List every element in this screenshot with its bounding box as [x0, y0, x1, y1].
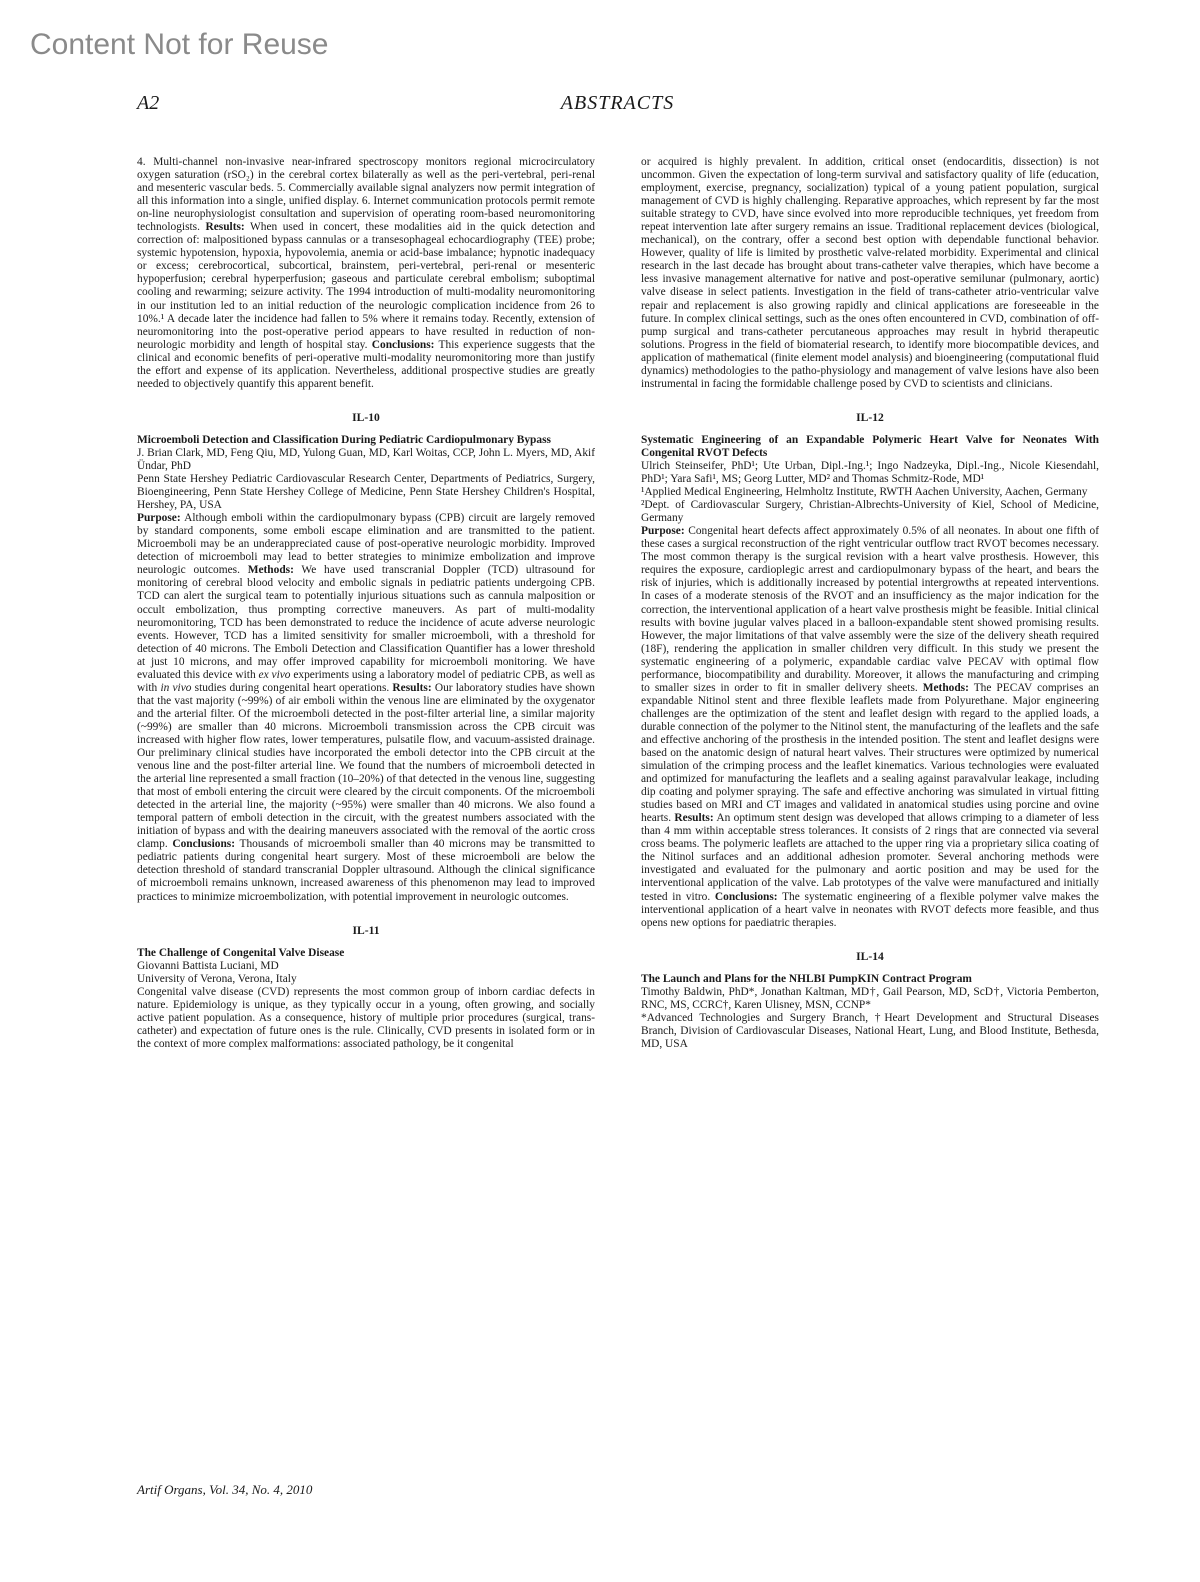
watermark: Content Not for Reuse	[30, 28, 329, 61]
abstract-il14	[641, 950, 1099, 1051]
left-column	[137, 156, 595, 1476]
abstract-il12	[641, 411, 1099, 930]
abstract-title: The Launch and Plans for the NHLBI PumpKIN Contract Program	[641, 972, 972, 985]
abstract-title: Microemboli Detection and Classification During Pediatric Cardiopulmonary Bypass	[137, 433, 551, 446]
continuation-paragraph: or acquired is highly prevalent. In addition, critical onset (endocarditis, dissection) is not uncommon. Given the expectation of long-term survival and satisfactory quality of life (education, employment, exercise, pregnancy, socialization) typical of a young patient population, surgical management of CVD is highly challenging. Reparative approaches, which represent by far the most suitable strategy to CVD, have since evolved into more reproducible techniques, yet freedom from repeat intervention late after surgery remains an issue. Traditional replacement devices (biological, mechanical), on the contrary, offer a second best option with dependable functional behavior. However, quality of life is limited by prosthetic valve-related morbidity. Experimental and clinical research in the last decade has brought about trans-catheter valve therapies, which have become a less invasive management alternative for native and post-operative semilunar (pulmonary, aortic) valve disease in select patients. Investigation in the field of trans-catheter atrio-ventricular valve repair and replacement is also growing rapidly and clinical applications are foreseeable in the future. In complex clinical settings, such as the ones often encountered in CVD, combination of off-pump surgical and trans-catheter percutaneous approaches may result in hybrid therapeutic solutions. Progress in the field of biomaterial research, to identify more biocompatible devices, and application of mathematical (finite element model analysis) and bioengineering (computational fluid dynamics) methodologies to the patho-physiology and management of valve lesions have also been instrumental in facing the formidable challenge posed by CVD to scientists and clinicians.	[641, 156, 1099, 390]
page-number: A2	[137, 92, 160, 114]
abstract-authors: Ulrich Steinseifer, PhD¹; Ute Urban, Dipl.-Ing.¹; Ingo Nadzeyka, Dipl.-Ing., Nicole Kiesendahl, PhD¹; Yara Safi¹, MS; Georg Lutter, MD² and Thomas Schmitz-Rode, MD¹	[641, 459, 1099, 486]
abstract-il11	[137, 924, 595, 1051]
abstract-affiliation: ²Dept. of Cardiovascular Surgery, Christian-Albrechts-University of Kiel, School of Medicine, Germany	[641, 499, 1099, 525]
abstract-affiliation: *Advanced Technologies and Surgery Branch, †Heart Development and Structural Diseases Branch, Division of Cardiovascular Diseases, National Heart, Lung, and Blood Institute, Bethesda, MD, USA	[641, 1011, 1099, 1050]
section-heading: IL-11	[352, 923, 380, 937]
abstract-authors: Timothy Baldwin, PhD*, Jonathan Kaltman, MD†, Gail Pearson, MD, ScD†, Victoria Pemberton, RNC, MS, CCRC†, Karen Ulisney, MSN, CCNP*	[641, 985, 1099, 1011]
section-heading: IL-10	[352, 410, 380, 424]
abstract-authors: J. Brian Clark, MD, Feng Qiu, MD, Yulong Guan, MD, Karl Woitas, CCP, John L. Myers, MD, Akif Ündar, PhD	[137, 446, 595, 472]
abstract-body: Congenital valve disease (CVD) represents the most common group of inborn cardiac defects in nature. Epidemiology is unique, as they typically occur in a young, often growing, and socially active patient population. As a consequence, history of multiple prior procedures (surgical, trans-catheter) and expectation of future ones is the rule. Clinically, CVD presents in isolated form or in the context of more complex malformations: associated pathology, be it congenital	[137, 985, 595, 1050]
abstract-title: The Challenge of Congenital Valve Disease	[137, 946, 345, 959]
abstract-title: Systematic Engineering of an Expandable Polymeric Heart Valve for Neonates With Congenital RVOT Defects	[641, 433, 1099, 459]
running-head	[137, 92, 1098, 120]
abstract-body: Purpose: Congenital heart defects affect approximately 0.5% of all neonates. In about one fifth of these cases a surgical reconstruction of the right ventricular outflow tract RVOT becomes necessary. The most common therapy is the surgical revision with a heart valve prosthesis. However, this requires the exposure, cardioplegic arrest and cardiopulmonary bypass of the heart, and bears the risk of injuries, which is additionally increased by potential intergrowths at repeated interventions. In cases of a moderate stenosis of the RVOT and an insufficiency as the major indication for the correction, the interventional application of a heart valve prosthesis might be feasible. Initial clinical results with bovine jugular valves placed in a balloon-expandable stent showed promising results. However, the major limitations of that valve assembly were the size of the delivery sheath required (18F), rendering the application in smaller children very difficult. In this study we present the systematic engineering of a polymeric, expandable cardiac valve PECAV with optimal flow performance, biocompatibility and durability. Moreover, it allows the manufacturing and crimping to smaller sizes in order to fit in smaller delivery sheets. Methods: The PECAV comprises an expandable Nitinol stent and three flexible leaflets made from Polyurethane. Major engineering challenges are the optimization of the stent and leaflet design with regard to the applied loads, a durable connection of the polymer to the Nitinol stent, the manufacturing of the leaflets and the safe and effective anchoring of the prosthesis in the intended position. The stent and leaflet designs were based on the anatomic design of natural heart valves. Their structures were optimized by numerical simulation of the crimping process and the leaflet kinematics. Various technologies were evaluated and optimized for manufacturing the leaflets and a sealing against paravalvular leakage, including dip coating and polymer spraying. The safe and effective anchoring was simulated in virtual fitting studies based on MRI and CT images and validated in anatomical studies using porcine and ovine hearts. Results: An optimum stent design was developed that allows crimping to a diameter of less than 4 mm within acceptable stress tolerances. It consists of 2 rings that are connected via several cross beams. The polymeric leaflets are attached to the upper ring via a proprietary silica coating of the Nitinol surfaces and an additional adhesion promoter. Several anchoring methods were investigated and evaluated for the pulmonary and aortic position and may be used for the interventional application of the valve. Lab prototypes of the valve were manufactured and initially tested in vitro. Conclusions: The systematic engineering of a flexible polymer valve makes the interventional application of a heart valve in neonates with RVOT defects more feasible, and thus opens new options for paediatric therapies.	[641, 525, 1099, 929]
abstract-body: Purpose: Although emboli within the cardiopulmonary bypass (CPB) circuit are largely removed by standard components, some emboli escape elimination and are transmitted to the patient. Microemboli may be an underappreciated cause of post-operative neurologic morbidity. Improved detection of microemboli may lead to better strategies to minimize embolization and improve neurologic outcomes. Methods: We have used transcranial Doppler (TCD) ultrasound for monitoring of cerebral blood velocity and embolic signals in pediatric patients undergoing CPB. TCD can alert the surgical team to potentially injurious situations such as cannula malposition or occult embolization, thus prompting corrective maneuvers. As part of multi-modality neuromonitoring, TCD has been demonstrated to reduce the incidence of acute adverse neurologic events. However, TCD has a limited sensitivity for smaller microemboli, with a threshold for detection of 40 microns. The Emboli Detection and Classification Quantifier has a lower threshold at just 10 microns, and may offer improved capability for microemboli monitoring. We have evaluated this device with ex vivo experiments using a laboratory model of pediatric CPB, as well as with in vivo studies during congenital heart operations. Results: Our laboratory studies have shown that the vast majority (~99%) of air emboli within the venous line are eliminated by the oxygenator and the arterial filter. Of the microemboli detected in the post-filter arterial line, a similar majority (~99%) are smaller than 40 microns. Microemboli transmission across the CPB circuit was increased with higher flow rates, lower temperatures, pulsatile flow, and vacuum-assisted drainage. Our preliminary clinical studies have incorporated the emboli detector into the CPB circuit at the venous line and the post-filter arterial line. We found that the numbers of microemboli detected in the arterial line represented a small fraction (10–20%) of that detected in the venous line, suggesting that most of emboli entering the circuit were cleared by the circuit components. Of the microemboli detected in the arterial line, the majority (~95%) were smaller than 40 microns. We also found a temporal pattern of emboli detection in the circuit, with the greatest numbers associated with the initiation of bypass and with the deairing maneuvers associated with the removal of the aortic cross clamp. Conclusions: Thousands of microemboli smaller than 40 microns may be transmitted to pediatric patients during congenital heart surgery. Most of these microemboli are below the detection threshold of standard transcranial Doppler ultrasound. Although the clinical significance of microemboli remains unknown, increased awareness of this phenomenon may lead to improved practices to minimize microembolization, with potential improvement in neurologic outcomes.	[137, 512, 595, 903]
journal-footer: Artif Organs, Vol. 34, No. 4, 2010	[137, 1482, 313, 1497]
section-heading: IL-12	[856, 410, 884, 424]
abstract-affiliation: ¹Applied Medical Engineering, Helmholtz Institute, RWTH Aachen University, Aachen, Germany	[641, 486, 1088, 499]
abstract-affiliation: University of Verona, Verona, Italy	[137, 972, 297, 985]
abstract-authors: Giovanni Battista Luciani, MD	[137, 959, 279, 972]
abstract-affiliation: Penn State Hershey Pediatric Cardiovascular Research Center, Departments of Pediatrics, Surgery, Bioengineering, Penn State Hershey College of Medicine, Penn State Hershey Children's Hospital, Hershey, PA, USA	[137, 473, 595, 512]
section-heading: IL-14	[856, 949, 884, 963]
right-column	[641, 156, 1099, 1476]
continuation-paragraph: 4. Multi-channel non-invasive near-infrared spectroscopy monitors regional microcirculatory oxygen saturation (rSO₂) in the cerebral cortex bilaterally as well as the peri-vertebral, peri-renal and mesenteric vascular beds. 5. Commercially available signal analyzers now permit integration of all this information into a single, unified display. 6. Internet communication protocols permit remote on-line neurophysiologist consultation and supervision of operating room-based neuromonitoring technologists. Results: When used in concert, these modalities aid in the quick detection and correction of: malpositioned bypass cannulas or a transesophageal echocardiography (TEE) probe; systemic hypotension, hypoxia, hypovolemia, anemia or acid-base imbalance; hypnotic inadequacy or excess; cerebrocortical, subcortical, brainstem, peri-vertebral, peri-renal or mesenteric hypoperfusion; cerebral hyperperfusion; gaseous and particulate cerebral embolism; suboptimal cooling and rewarming; seizure activity. The 1994 introduction of multi-modality neuromonitoring in our institution led to an initial reduction of the neurologic complication incidence from 26 to 10%.¹ A decade later the incidence had fallen to 5% where it remains today. Recently, extension of neuromonitoring into the post-operative period appears to have resulted in reduction of non-neurologic morbidity and length of hospital stay. Conclusions: This experience suggests that the clinical and economic benefits of peri-operative multi-modality neuromonitoring more than justify the effort and expense of its application. Nevertheless, additional prospective studies are greatly needed to objectively quantify this apparent benefit.	[137, 156, 595, 390]
abstract-il10	[137, 411, 595, 904]
section-title: ABSTRACTS	[560, 92, 675, 114]
